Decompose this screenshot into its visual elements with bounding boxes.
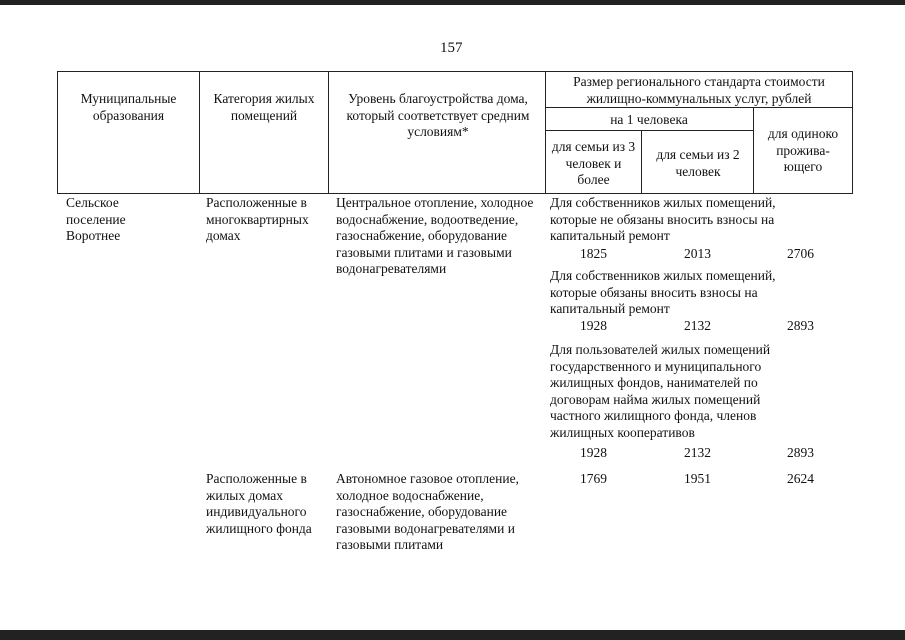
- level-apartment: Центральное отопление, холодное водоснабжение, водоотведение, газоснабжение, оборудование газовыми плитами и газовыми водонагревателями: [336, 195, 534, 276]
- header-divider-1: [199, 71, 200, 194]
- page-number: 157: [440, 40, 463, 56]
- value-owners-no-repair-single: 2706: [787, 246, 814, 261]
- header-divider-4: [641, 130, 642, 194]
- header-municipalities: Муниципальные образования: [80, 91, 177, 123]
- group-owners-no-repair-label: Для собственников жилых помещений, которые не обязаны вносить взносы на капитальный ремонт: [550, 195, 776, 243]
- group-owners-repair-label: Для собственников жилых помещений, которые обязаны вносить взносы на капитальный ремонт: [550, 268, 776, 316]
- header-standard-size: Размер регионального стандарта стоимости жилищно-коммунальных услуг, рублей: [573, 74, 825, 106]
- value-tenants-family2: 2132: [684, 445, 711, 460]
- group-tenants-label: Для пользователей жилых помещений государственного и муниципального жилищных фондов, нанимателей по договорам найма жилых помещений частного жилищного фонда, членов жилищных кооперативов: [550, 342, 771, 440]
- value-house-family2: 1951: [684, 471, 711, 486]
- header-divider-3: [545, 71, 546, 194]
- value-owners-no-repair-family3: 1825: [580, 246, 607, 261]
- header-hline-2: [545, 130, 753, 131]
- category-apartment: Расположенные в многоквартирных домах: [206, 195, 309, 243]
- header-hline-1: [545, 107, 852, 108]
- header-category: Категория жилых помещений: [213, 91, 315, 123]
- header-divider-5: [753, 107, 754, 194]
- header-level: Уровень благоустройства дома, который соответствует средним условиям*: [346, 91, 530, 139]
- header-divider-2: [328, 71, 329, 194]
- top-rule: [0, 0, 905, 5]
- header-family-2: для семьи из 2 человек: [656, 147, 740, 179]
- header-single: для одиноко прожива- ющего: [767, 126, 839, 174]
- header-per-person: на 1 человека: [610, 112, 688, 127]
- value-tenants-single: 2893: [787, 445, 814, 460]
- value-owners-repair-family3: 1928: [580, 318, 607, 333]
- municipality-name: Сельское поселение Воротнее: [66, 195, 126, 243]
- value-house-family3: 1769: [580, 471, 607, 486]
- category-individual-house: Расположенные в жилых домах индивидуального жилищного фонда: [206, 471, 312, 536]
- value-tenants-family3: 1928: [580, 445, 607, 460]
- value-house-single: 2624: [787, 471, 814, 486]
- value-owners-no-repair-family2: 2013: [684, 246, 711, 261]
- bottom-rule: [0, 630, 905, 640]
- value-owners-repair-family2: 2132: [684, 318, 711, 333]
- level-individual-house: Автономное газовое отопление, холодное водоснабжение, газоснабжение, оборудование газовыми водонагревателями и газовыми плитами: [336, 471, 519, 552]
- header-family-3: для семьи из 3 человек и более: [551, 139, 636, 187]
- value-owners-repair-single: 2893: [787, 318, 814, 333]
